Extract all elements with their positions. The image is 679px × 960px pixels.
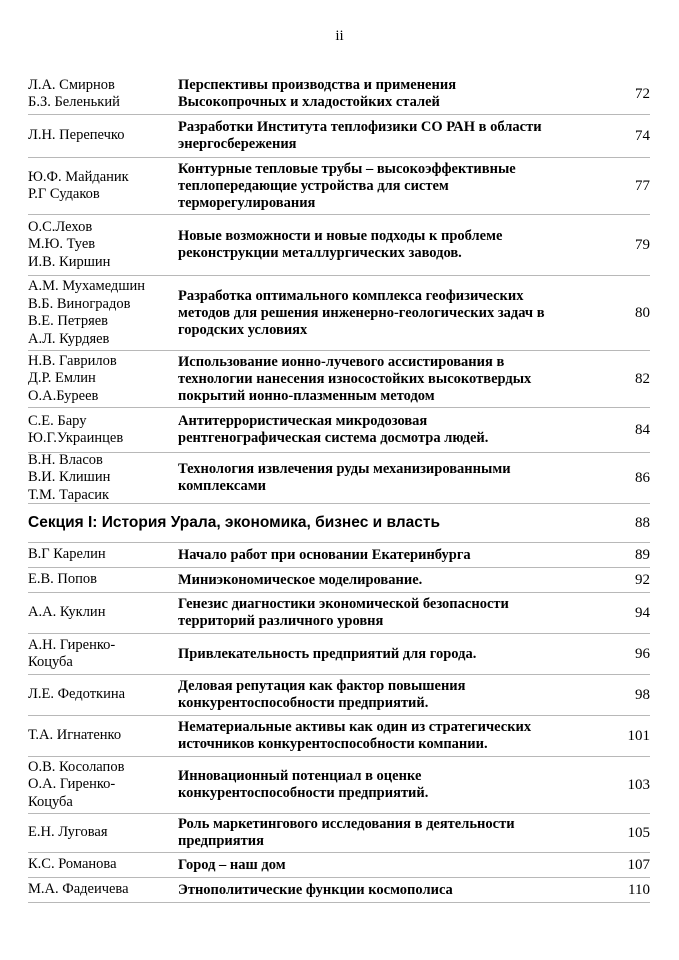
entries-group-a	[28, 74, 650, 504]
author-name: Л.Е. Федоткина	[28, 686, 126, 703]
author-name: Н.В. Гаврилов	[28, 352, 117, 369]
title-line: Новые возможности и новые подходы к проблеме	[178, 228, 503, 244]
author-name: А.Л. Курдяев	[28, 330, 110, 347]
author-name: Л.А. Смирнов	[28, 76, 115, 93]
title-line: конкурентоспособности предприятий.	[178, 695, 429, 711]
toc-entry	[28, 568, 650, 593]
toc-entry	[28, 634, 650, 675]
entry-authors	[28, 413, 178, 448]
entry-authors	[28, 856, 178, 874]
author-name: Коцуба	[28, 793, 73, 810]
toc-entry	[28, 115, 650, 158]
title-line: Привлекательность предприятий для города.	[178, 645, 477, 662]
title-line: технологии нанесения износостойких высокотвердых	[178, 370, 532, 387]
toc-entry	[28, 814, 650, 853]
entry-page: 72	[635, 85, 650, 102]
title-line: Начало работ при основании Екатеринбурга	[178, 546, 471, 563]
entry-title	[178, 77, 606, 111]
title-line: терморегулирования	[178, 194, 316, 211]
author-name: О.А.Буреев	[28, 387, 99, 404]
title-line: реконструкции металлургических заводов.	[178, 245, 462, 261]
entry-authors	[28, 127, 178, 145]
entry-title	[178, 228, 606, 262]
entry-page: 84	[635, 421, 650, 438]
title-line: территорий различного уровня	[178, 613, 384, 629]
author-name: Р.Г Судаков	[28, 186, 100, 202]
entry-title	[178, 596, 606, 630]
entry-page: 74	[635, 127, 650, 144]
entry-title	[178, 857, 606, 874]
entry-authors	[28, 881, 178, 899]
toc-entry	[28, 716, 650, 757]
title-line: предприятия	[178, 833, 264, 849]
title-line: энергосбережения	[178, 136, 297, 152]
title-line: Разработки Института теплофизики СО РАН в области	[178, 119, 542, 135]
entry-authors	[28, 824, 178, 842]
title-line: Использование ионно-лучевого ассистирования в	[178, 353, 505, 370]
author-name: Коцуба	[28, 654, 73, 670]
entry-page: 77	[635, 177, 650, 194]
toc-entry	[28, 408, 650, 453]
author-name: О.А. Гиренко-	[28, 776, 116, 793]
toc-entry	[28, 453, 650, 504]
entry-authors	[28, 571, 178, 589]
title-line: Нематериальные активы как один из стратегических	[178, 719, 532, 735]
entry-title	[178, 119, 606, 153]
title-line: Контурные тепловые трубы – высокоэффективные	[178, 160, 516, 177]
author-name: Д.Р. Емлин	[28, 370, 96, 387]
title-line: Высокопрочных и хладостойких сталей	[178, 94, 440, 110]
title-line: конкурентоспособности предприятий.	[178, 785, 429, 801]
title-line: комплексами	[178, 478, 267, 494]
title-line: Миниэкономическое моделирование.	[178, 571, 423, 588]
author-name: А.М. Мухамедшин	[28, 278, 145, 294]
author-name: Ю.Ф. Майданик	[28, 168, 129, 185]
entry-authors	[28, 686, 178, 704]
entry-title	[178, 719, 606, 753]
title-line: источников конкурентоспособности компании.	[178, 736, 488, 752]
entry-title	[178, 646, 606, 663]
author-name: И.В. Киршин	[28, 253, 111, 270]
entry-title	[178, 572, 606, 589]
entry-authors	[28, 727, 178, 745]
entry-page: 82	[635, 370, 650, 387]
section-heading	[28, 504, 650, 543]
entry-authors	[28, 169, 178, 204]
author-name: Л.Н. Перепечко	[28, 127, 125, 144]
title-line: Перспективы производства и применения	[178, 77, 457, 93]
author-name: Ю.Г.Украинцев	[28, 430, 124, 446]
entry-title	[178, 161, 606, 212]
entry-authors	[28, 637, 178, 672]
title-line: Антитеррористическая микродозовая	[178, 413, 428, 429]
author-name: Е.Н. Луговая	[28, 824, 108, 841]
toc-entry	[28, 543, 650, 568]
title-line: Город – наш дом	[178, 856, 286, 873]
entry-page: 96	[635, 645, 650, 662]
title-line: теплопередающие устройства для систем	[178, 177, 449, 194]
author-name: Е.В. Попов	[28, 571, 97, 588]
toc-entry	[28, 276, 650, 351]
toc-entry	[28, 158, 650, 215]
section-page: 88	[635, 514, 650, 531]
entry-page: 107	[627, 856, 650, 873]
table-of-contents	[28, 74, 650, 903]
title-line: Деловая репутация как фактор повышения	[178, 678, 466, 694]
entries-group-b	[28, 543, 650, 903]
entry-title	[178, 547, 606, 564]
toc-entry	[28, 878, 650, 903]
entry-authors	[28, 604, 178, 622]
entry-authors	[28, 452, 178, 505]
title-line: методов для решения инженерно-геологических задач в	[178, 304, 545, 321]
author-name: Т.А. Игнатенко	[28, 727, 122, 744]
toc-entry	[28, 757, 650, 814]
entry-title	[178, 678, 606, 712]
entry-page: 79	[635, 236, 650, 253]
title-line: Технология извлечения руды механизированными	[178, 461, 511, 477]
entry-page: 92	[635, 571, 650, 588]
title-line: Разработка оптимального комплекса геофизических	[178, 287, 524, 304]
entry-title	[178, 816, 606, 850]
title-line: Генезис диагностики экономической безопасности	[178, 596, 509, 612]
toc-entry	[28, 215, 650, 276]
title-line: покрытий ионно-плазменным методом	[178, 387, 435, 404]
entry-title	[178, 354, 606, 405]
entry-page: 103	[627, 776, 650, 793]
author-name: В.Г Карелин	[28, 546, 106, 563]
entry-authors	[28, 219, 178, 272]
author-name: С.Е. Бару	[28, 412, 87, 429]
entry-page: 89	[635, 546, 650, 563]
entry-title	[178, 461, 606, 495]
title-line: городских условиях	[178, 321, 308, 338]
author-name: В.Н. Власов	[28, 451, 103, 468]
author-name: О.В. Косолапов	[28, 758, 125, 775]
title-line: рентгенографическая система досмотра людей.	[178, 430, 489, 446]
author-name: К.С. Романова	[28, 856, 117, 873]
author-name: О.С.Лехов	[28, 218, 93, 235]
title-line: Роль маркетингового исследования в деятельности	[178, 816, 515, 832]
title-line: Инновационный потенциал в оценке	[178, 768, 422, 784]
entry-page: 94	[635, 604, 650, 621]
title-line: Этнополитические функции космополиса	[178, 881, 453, 898]
entry-page: 105	[627, 824, 650, 841]
entry-title	[178, 768, 606, 802]
author-name: В.Б. Виноградов	[28, 295, 131, 312]
entry-authors	[28, 278, 178, 348]
entry-page: 80	[635, 304, 650, 321]
toc-entry	[28, 351, 650, 408]
entry-page: 86	[635, 469, 650, 486]
author-name: Б.З. Беленький	[28, 94, 120, 110]
entry-title	[178, 882, 606, 899]
author-name: Т.М. Тарасик	[28, 486, 110, 503]
toc-entry	[28, 593, 650, 634]
entry-authors	[28, 353, 178, 406]
entry-page: 98	[635, 686, 650, 703]
author-name: В.Е. Петряев	[28, 313, 109, 329]
entry-title	[178, 413, 606, 447]
toc-entry	[28, 74, 650, 115]
entry-page: 101	[627, 727, 650, 744]
author-name: А.Н. Гиренко-	[28, 636, 116, 653]
author-name: А.А. Куклин	[28, 604, 106, 621]
entry-title	[178, 288, 606, 339]
entry-page: 110	[628, 881, 650, 898]
toc-entry	[28, 853, 650, 878]
entry-authors	[28, 759, 178, 812]
author-name: М.А. Фадеичева	[28, 881, 129, 898]
author-name: В.И. Клишин	[28, 469, 111, 486]
entry-authors	[28, 546, 178, 564]
entry-authors	[28, 77, 178, 112]
toc-entry	[28, 675, 650, 716]
section-title: Секция I: История Урала, экономика, бизнес и власть	[28, 514, 441, 531]
page-number: ii	[335, 28, 344, 44]
author-name: М.Ю. Туев	[28, 236, 96, 253]
